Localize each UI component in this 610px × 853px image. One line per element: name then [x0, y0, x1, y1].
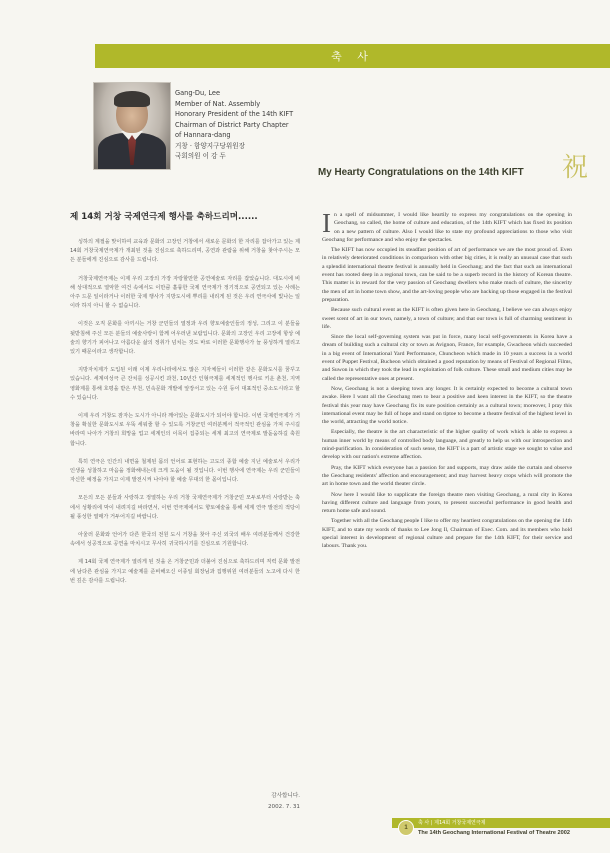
signoff-date: 2002. 7. 31	[267, 804, 300, 810]
english-paragraph: The KIFT has now occupied its steadfast position of art of performance we are the most proud of. Even in relatively deteriorated conditions in comparison with other big cities, it is really an unusual case that such a splendid international theatre festival is annually held in Geochang; and the fact that such an international event has rooted deep in a regional town, can be said to be a superb record in the history of Korean theatre. This matter is in reward for the very passion of Geochang dwellers who make much of culture, the sincerity the men of art in home town show, and the art-loving people who are backing up those engaged in the festival preparation.	[322, 247, 572, 303]
bio-line: Member of Nat. Assembly	[175, 99, 261, 108]
portrait-photo	[93, 82, 171, 170]
congratulations-seal-icon: 祝	[562, 153, 589, 183]
footer-bar-text: 축 사 | 제14회 거창국제연극제	[418, 820, 486, 826]
bio-line: Chairman of District Party Chapter	[175, 120, 289, 129]
korean-paragraph: 특히 연극은 인간의 내면을 철제된 몸의 언어로 표현하는 고도의 종합 예술 지닌 예술로서 우리가 인생을 성찰하고 마음을 정화해내는데 크게 도움이 될 것입니다. 이번 행사에 연극제는 우리 군민들이 자신한 예정을 가지고 이제 발전시켜 나아야 할 예술 무대의 한 몫이입니다.	[70, 458, 300, 484]
section-header-bar	[95, 44, 610, 68]
korean-paragraph: 제 14회 국제 연극제가 열리게 된 것을 온 거창군민과 더불어 진심으로 축하드리며 직력 문화 발전에 남다른 관심을 가지고 예술제를 준비해오신 이종일 회장님과 집행위원 여러분들의 노고에 다시 한번 깊은 감사를 드립니다.	[70, 559, 300, 584]
korean-paragraph: 모든의 모든 분들과 사랑하고 정열하는 우리 거창 국제연극제가 거창군민 모두로부터 사랑받는 축에서 성황리에 막이 내려지길 바라면서, 이번 연극제에서도 향토예술을 통해 세계 연극 발전의 적당이 될 풍성한 열매가 거두어지길 바랍니다.	[70, 495, 300, 520]
footer-bar	[392, 818, 610, 828]
korean-paragraph: 싱하의 계절을 맞이하여 교육과 문화의 고장인 거창에서 새로운 문화의 한 자리를 잡아가고 있는 제 14회 거창국제연극제가 개최된 것을 진심으로 축하드리며, 공연과 관람을 위해 거창을 찾아주시는 모든 분들에게 진심으로 감사를 드립니다.	[70, 239, 300, 264]
english-paragraph: Pray, the KIFT which everyone has a passion for and supports, may draw aside the curtain and observe the Geochang residents' affection and encouragement; and may harvest heavy crops which will promote the art in home town and the world theater circle.	[322, 464, 572, 488]
english-paragraph: Now, Geochang is not a sleeping town any longer. It is certainly expected to become a cultural town awake. Here I want all the Geochang men to bear a positive and keen interest in the KIFT, so the theatre festival this year may have Geochang fix its sure position certainly as a cultural town; moreover, I pray this international event may be full of hope and stand on tiptoe to become a theatre festival of the highest level in the world, attracting the world notice.	[322, 385, 572, 426]
english-paragraph: Especially, the theatre is the art characteristic of the higher quality of work which is able to express a human inner world by means of controlled body language, and greatly to help us with our introspection and mind-purification. In consideration of such sense, the KIFT is a part of artistic stage we sought to value and develop with our nation's extreme affection.	[322, 429, 572, 461]
bio-line: 거창 · 함양지구당위원장	[175, 141, 245, 150]
korean-paragraph: 이제 우리 거창도 잠자는 도시가 아니라 깨어있는 문화도시가 되어야 합니다. 이번 국제연극제가 거창을 확실한 문화도시로 우뚝 세워줄 할 수 있도록 거창군민 여러분께서 적극적인 관심을 가져 주시길 바라며 나아가 거창의 희망을 업고 세계인의 이목이 집중되는 세계 최고의 연극제로 발돋움하길 축원합니다.	[70, 413, 300, 447]
english-body	[322, 208, 572, 553]
english-paragraph: Since the local self-governing system was put in force, many local self-governments in Korea have a dream of building such a cultural city or town as Avignon, France, for example, Gwacheon which succeeded in a big event of International Yard Performance, Chuncheon which made in 10 years a success in a world event of Puppet Festival, Bucheon which obtained a good reputation by means of Festival of Regional Films, and Suwon in which they took the lead in exploitation of folk culture. These small and medium cities may be called the representative ones at present.	[322, 334, 572, 382]
korean-paragraph: 거창국제연극제는 이제 우리 고장의 가장 자랑할만한 공연예술로 자리를 잡았습니다. 대도시에 비해 상대적으로 열악한 여건 속에서도 이만큼 훌륭한 국제 연극제가 정기적으로 공연되고 있는 사례는 아주 드문 일이라거나 이러한 국제 행사가 지방도시에 뿌리를 내리게 된 것은 우리 연극사에 빛나는 일이라 하지 아니 할 수 없습니다.	[70, 275, 300, 310]
drop-cap: I	[322, 208, 331, 238]
korean-paragraph: 이것은 오직 문화를 아끼시는 거창 군민들의 열정과 우리 향토예술인들의 정성, 그리고 이 분들을 뒷받침해 주신 모든 분들의 예술사랑이 함께 어우러낸 보람입니다. 문화의 고장인 우리 고장에 항상 예술의 향기가 피어나고 아름다운 삶의 정취가 넘치는 것도 바로 이러한 문화행사가 늘 풍성하게 열리고 있기 때문이라고 생각합니다.	[70, 321, 300, 356]
signoff-thanks: 감사합니다.	[271, 793, 300, 799]
bio-line: Honorary President of the 14th KIFT	[175, 110, 294, 118]
english-paragraph: Because such cultural event as the KIFT is often given here in Geochang, I believe we can always enjoy sweet scent of art in our town, namely, a town of culture; and that our town is full of charming sentiment in life.	[322, 307, 572, 330]
english-paragraph	[322, 208, 572, 244]
korean-body	[70, 238, 300, 595]
english-heading: My Hearty Congratulations on the 14th KIFT	[318, 166, 524, 178]
page-number: 1	[398, 820, 414, 836]
bio-name: Gang-Du, Lee	[175, 89, 221, 97]
section-header-label: 축 사	[331, 50, 374, 63]
korean-paragraph: 아울러 문화와 언어가 다른 한국의 전원 도시 거창을 찾아 주신 외국의 배우 여러분들께서 건강한 속에서 성공적으로 공연을 마치시고 무사히 귀국하시기를 진심으로 기원합니다.	[70, 532, 300, 548]
english-first-paragraph-text: n a spell of midsummer, I would like heartily to express my congratulations on the opening in Geochang, so called, the home of culture and education, of the 14th KIFT which has fixed its position on a new pattern of culture. Also I would like to state my profound appreciations to those who visit Geochang for performance and who enjoy the spectacles.	[322, 212, 572, 243]
korean-signoff	[200, 791, 300, 813]
korean-paragraph: 지방자치제가 도입된 이래 이제 우리나라에서도 많은 지자체들이 이러한 같은 문화도시를 꿈꾸고 있습니다. 세계여성극 큰 잔치를 성공시킨 과천, 10년간 인형극제를 세계적인 행사로 키운 춘천, 지역영화제를 통해 호평을 받은 부천, 민속문화 개발에 앞장서고 있는 수원 등이 대표적인 중소도시라고 할 수 있습니다.	[70, 367, 300, 401]
english-paragraph: Together with all the Geochang people I like to offer my heartiest congratulations on the opening the 14th KIFT, and to state my words of thanks to Lee Jong Il, Chairman of Exec. Com. and its members who hold special interest in development of regional culture and prepare for the 14th KIFT, for their service and labours. Thank you.	[322, 518, 572, 550]
english-paragraph: Now here I would like to supplicate the foreign theatre men visiting Geochang, a rural city in Korea having different culture and language from yours, to present successful performance in good health and return home safe and sound.	[322, 491, 572, 515]
bio-line: of Hannara-dang	[175, 131, 231, 139]
footer-caption: The 14th Geochang International Festival of Theatre 2002	[418, 830, 571, 836]
bio-line: 국회의원 이 강 두	[175, 152, 226, 160]
korean-heading: 제 14회 거창 국제연극제 행사를 축하드리며......	[70, 212, 258, 222]
author-bio	[175, 88, 345, 162]
